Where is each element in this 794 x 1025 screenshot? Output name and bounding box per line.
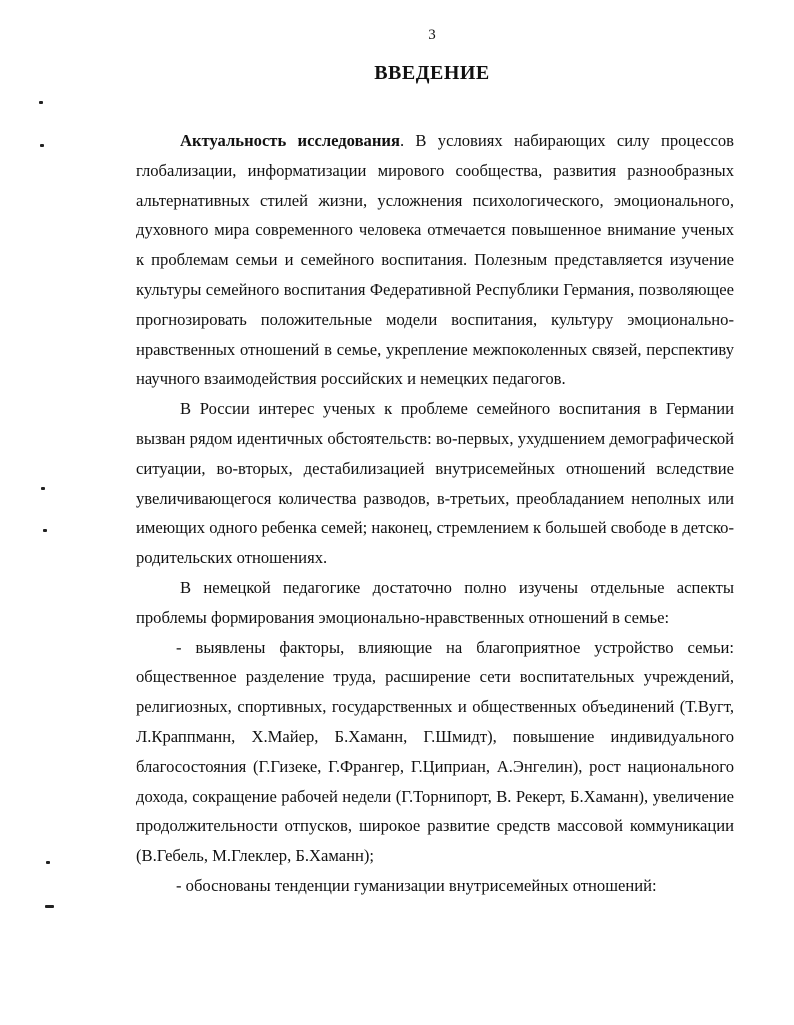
paragraph-relevance (136, 126, 734, 394)
page-title: ВВЕДЕНИЕ (374, 62, 490, 84)
scan-speck (43, 529, 47, 532)
paragraph-lead: Актуальность исследования (180, 131, 400, 150)
paragraph-russia-interest: В России интерес ученых к проблеме семейного воспитания в Германии вызван рядом идентичных обстоятельств: во-первых, ухудшением демографической ситуации, во-вторых, дестабилизацией внутрисемейных отношений вследствие увеличивающегося количества разводов, в-третьих, преобладанием неполных или имеющих одного ребенка семей; наконец, стремлением к большей свободе в детско-родительских отношениях. (136, 399, 735, 568)
paragraph-german-pedagogy: В немецкой педагогике достаточно полно изучены отдельные аспекты проблемы формирования эмоционально-нравственных отношений в семье: (136, 577, 734, 627)
scan-speck (39, 101, 43, 104)
scan-speck (45, 905, 54, 908)
scan-speck (46, 861, 50, 864)
page-number: 3 (428, 27, 436, 43)
paragraph-text: . В условиях набирающих силу процессов глобализации, информатизации мирового сообщества, развития разнообразных альтернативных стилей жизни, усложнения психологического, эмоционального, духовного мира современного человека отмечается повышенное внимание ученых к проблемам семьи и семейного воспитания. Полезным представляется изучение культуры семейного воспитания Федеративной Республики Германия, позволяющее прогнозировать положительные модели воспитания, культуру эмоционально-нравственных отношений в семье, укрепление межпоколенных связей, перспективу научного взаимодействия российских и немецких педагогов. (136, 131, 734, 389)
list-item-tendencies: - обоснованы тенденции гуманизации внутрисемейных отношений: (176, 875, 657, 895)
scan-speck (41, 487, 45, 490)
body-text (136, 126, 734, 901)
list-item-factors: - выявлены факторы, влияющие на благоприятное устройство семьи: общественное разделение труда, расширение сети воспитательных учреждений, религиозных, спортивных, государственных и общественных объединений (Т.Вугт, Л.Краппманн, Х.Майер, Б.Хаманн, Г.Шмидт), повышение индивидуального благосостояния (Г.Гизеке, Г.Франгер, Г.Циприан, А.Энгелин), рост национального дохода, сокращение рабочей недели (Г.Торнипорт, В. Рекерт, Б.Хаманн), увеличение продолжительности отпусков, широкое развитие средств массовой коммуникации (В.Гебель, М.Глеклер, Б.Хаманн); (136, 637, 734, 866)
scan-speck (40, 144, 44, 147)
